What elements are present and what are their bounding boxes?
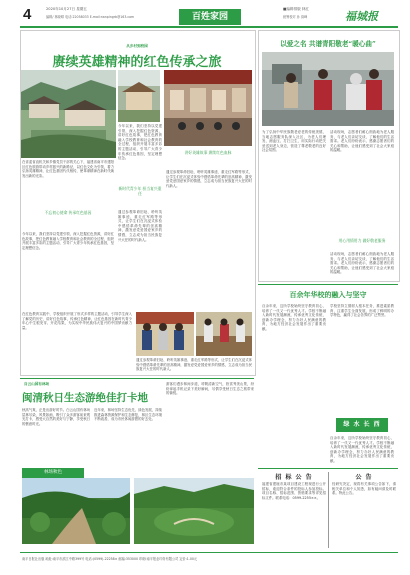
- main-quote-3: 讲好英雄故事 赓续红色血脉: [184, 150, 232, 155]
- main-body-lead: 在省委省直机关和乡镇党员干部的关心下，福建省南平市建阳区红色旅游带动乡村振兴的新路径，以红色文化为引领，着力弘扬英雄精神，让红色基因代代相传，使革命精神在新时代焕发出新的光彩。: [22, 160, 114, 178]
- right-quote: 用心用情用力 做好敬老服务: [338, 238, 386, 243]
- main-body-col2: 今年以来，我们坚持以党建引领，深入挖掘红色资源，讲好红色故事，把红色教育融入学校教育和社会教育的全过程，组织开展丰富多彩的主题活动，引导广大青少年传承红色基因，坚定理想信念。: [118, 124, 162, 161]
- footer-rule: [20, 552, 398, 553]
- photo-caption: 通过参观革命旧址、聆听英雄事迹、重走红军路等形式，让学生们在沉浸式体验中感悟革命先辈的崇高精神，激发爱党爱国爱家乡的情感，立志成为担当民族复兴大任的时代新人。: [136, 358, 252, 372]
- second-story-rule: [258, 284, 398, 285]
- bottom-story-rule: [20, 378, 254, 379]
- bottom-kicker: 自云山国有林场: [24, 382, 50, 386]
- main-quote-1: 不忘初心使命 传承红色基因: [44, 210, 92, 215]
- bottom-headline: 闽清秋日生态游绝佳打卡地: [22, 392, 148, 404]
- bottom-green-label-text: 林场秋色: [44, 470, 62, 475]
- bottom-body-2: 近年来，林场坚持生态优先、绿色发展，持续推进森林资源保护和生态修复，林区生态环境不断改善，成为市民休闲游憩的好去处。: [94, 408, 162, 422]
- green-label-text: 绿 水 长 西: [343, 421, 381, 428]
- second-headline: 百余年华校的融入与坚守: [289, 290, 367, 299]
- left-ad-title: 招 标 公 告: [275, 474, 313, 481]
- bottom-green-label: [22, 468, 84, 478]
- left-ad-body: 福建省建瓯市某项目建设工程现进行公开招标，欢迎符合条件的投标人参加投标。项目名称、招标范围、资格要求等详见招标文件。联系电话：0599-2255××。: [262, 482, 326, 500]
- page-number: 4: [23, 6, 32, 23]
- forest-path-photo: [22, 478, 130, 544]
- haircut-photo: [262, 52, 394, 126]
- meeting-photo: [164, 70, 252, 146]
- right-body-2: 活动现场，志愿者们耐心细致地为老人服务，与老人们亲切交谈，了解他们的生活需求。老人们纷纷表示，感谢志愿者们的关心和帮助，让他们感受到了社会大家庭的温暖。: [330, 130, 394, 153]
- forest-aerial-photo: [134, 478, 254, 544]
- pavilion-photo: [118, 70, 160, 122]
- students-photo-2: [196, 312, 252, 356]
- students-photo-1: [136, 312, 194, 356]
- newspaper-title: 福城报: [345, 10, 378, 23]
- right-ad-body: 经研究决定，现将有关事项公告如下，请相关单位和个人知悉，如有疑问请及时联系。特此公告。: [332, 482, 396, 496]
- main-body-bottom: 在红色教育实践中，学校组织开展了形式多样的主题活动，引导学生深入了解党的历史，讲好红色故事，传承红色精神，让红色基因在新时代青少年心中生根发芽、开花结果，为实现中华民族伟大复兴的中国梦贡献力量。: [22, 312, 132, 330]
- right-meta: ■编辑排版 林红: [283, 7, 310, 11]
- ads-rule: [258, 468, 398, 469]
- second-body: 百余年来，这所学校始终坚守教育初心，培养了一代又一代优秀人才。学校不断融入新时代发展潮流，传承优秀文化传统，创新办学理念，努力办好人民满意的教育，为地方经济社会发展作出了重要贡献。: [262, 304, 326, 331]
- ads-divider: [328, 472, 329, 548]
- header-rule: [20, 26, 398, 28]
- main-headline: 赓续英雄精神的红色传承之旅: [52, 55, 222, 70]
- village-photo: [21, 70, 116, 158]
- editor-line: 编辑/ 林晓晴 电话:22058033 E-mail:nanpingrb@163.com: [46, 15, 135, 19]
- right-ad-title: 公 告: [355, 474, 373, 481]
- main-body-lead-cont: 今年以来，我们坚持以党建引领，深入挖掘红色资源，讲好红色故事，把红色教育融入学校教育和社会教育的全过程，组织开展丰富多彩的主题活动，引导广大青少年传承红色基因，坚定理想信念。: [22, 232, 114, 250]
- green-label-box: [336, 418, 388, 432]
- second-body-2: 学校坚持立德树人根本任务，推进素质教育，注重学生全面发展，形成了鲜明的办学特色，赢得了社会各界的广泛赞誉。: [330, 304, 394, 318]
- right-body: 为了弘扬中华民族敬老爱老的传统美德，当地志愿服务队深入社区，为老人们理发、测血压、打扫卫生，用实际行动把关爱送到老人身边，营造了尊老敬老的良好社会氛围。: [262, 130, 326, 153]
- right-body-cont: 活动现场，志愿者们耐心细致地为老人服务，与老人们亲切交谈，了解他们的生活需求。老人们纷纷表示，感谢志愿者们的关心和帮助，让他们感受到了社会大家庭的温暖。: [330, 252, 394, 275]
- main-body-col3: 通过参观革命旧址、聆听英雄事迹、重走红军路等形式，让学生们在沉浸式体验中感悟革命先辈的崇高精神，激发爱党爱国爱家乡的情感，立志成为担当民族复兴大任的时代新人。: [166, 170, 252, 188]
- main-kicker: 从乡村到校园: [126, 44, 148, 48]
- section-flag: 百姓家园: [179, 9, 241, 25]
- right-meta-2: 统筹校对 孙 韵峰: [283, 15, 308, 19]
- bottom-body: 秋高气爽，正是出游好时节。白云山国有林场层林尽染，风景如画，吸引了众多游客前来观光打卡，感受大自然的美好与宁静，享受秋日的惬意时光。: [22, 408, 90, 426]
- footer-text: 南平日报社出版 地址:南平市滨江中路399号 电话:(0599)-22258× 邮编:353000 印刷:南平报业印务有限公司 定价:1.00元: [22, 557, 198, 561]
- main-quote-2: 新时代青少年 担当复兴重任: [118, 186, 162, 196]
- date-line: 2020年10月27日 星期五: [46, 7, 87, 11]
- bottom-body-3: 游客们漫步林间步道，呼吸清新空气，欣赏秀美山景，纷纷拿起手机记录下美好瞬间，尽情享受秋日生态之旅带来的愉悦。: [166, 382, 254, 396]
- main-body-col2-cont: 通过参观革命旧址、聆听英雄事迹、重走红军路等形式，让学生们在沉浸式体验中感悟革命先辈的崇高精神，激发爱党爱国爱家乡的情感，立志成为担当民族复兴大任的时代新人。: [118, 210, 162, 242]
- second-body-cont: 百余年来，这所学校始终坚守教育初心，培养了一代又一代优秀人才。学校不断融入新时代发展潮流，传承优秀文化传统，创新办学理念，努力办好人民满意的教育，为地方经济社会发展作出了重要贡献。: [330, 436, 394, 463]
- right-headline: 以爱之名 共谱青阳敬老“暖心曲”: [280, 40, 376, 48]
